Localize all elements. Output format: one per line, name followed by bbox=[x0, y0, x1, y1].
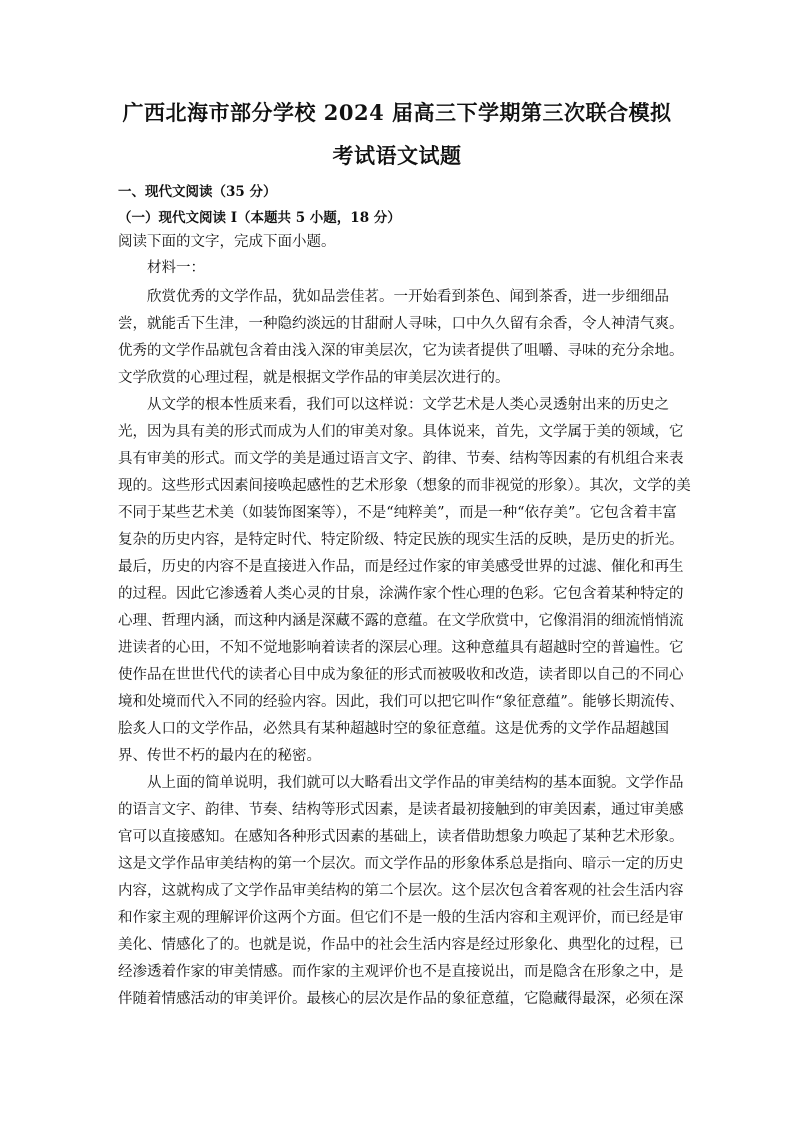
paragraph-line: 的过程。因此它渗透着人类心灵的甘泉，涂满作家个性心理的色彩。它包含着某种特定的 bbox=[118, 586, 684, 602]
paragraph-line: 从上面的简单说明，我们就可以大略看出文学作品的审美结构的基本面貌。文学作品 bbox=[147, 775, 684, 791]
paragraph-line: 从文学的根本性质来看，我们可以这样说：文学艺术是人类心灵透射出来的历史之 bbox=[147, 397, 669, 413]
paragraph-line: 境和处境而代入不同的经验内容。因此，我们可以把它叫作“象征意蕴”。能够长期流传、 bbox=[118, 694, 684, 710]
paragraph-line: 尝，就能舌下生津，一种隐约淡远的甘甜耐人寻味，口中久久留有余香，令人神清气爽。 bbox=[118, 316, 684, 332]
paragraph-line: 美化、情感化了的。也就是说，作品中的社会生活内容是经过形象化、典型化的过程，已 bbox=[118, 937, 684, 953]
paragraph-line: 最后，历史的内容不是直接进入作品，而是经过作家的审美感受世界的过滤、催化和再生 bbox=[118, 559, 684, 575]
paragraph-line: 界、传世不朽的最内在的秘密。 bbox=[118, 748, 321, 764]
paragraph-line: 内容，这就构成了文学作品审美结构的第二个层次。这个层次包含着客观的社会生活内容 bbox=[118, 883, 684, 899]
subsection-heading: （一）现代文阅读 I（本题共 5 小题，18 分） bbox=[118, 210, 401, 226]
material-label: 材料一： bbox=[147, 260, 205, 276]
instruction-text: 阅读下面的文字，完成下面小题。 bbox=[118, 234, 336, 250]
paragraph-line: 伴随着情感活动的审美评价。最核心的层次是作品的象征意蕴，它隐藏得最深，必须在深 bbox=[118, 991, 684, 1007]
paragraph-line: 官可以直接感知。在感知各种形式因素的基础上，读者借助想象力唤起了某种艺术形象。 bbox=[118, 829, 684, 845]
paragraph-line: 复杂的历史内容，是特定时代、特定阶级、特定民族的现实生活的反映，是历史的折光。 bbox=[118, 532, 684, 548]
section-heading: 一、现代文阅读（35 分） bbox=[118, 184, 277, 200]
paragraph-line: 和作家主观的理解评价这两个方面。但它们不是一般的生活内容和主观评价，而已经是审 bbox=[118, 910, 684, 926]
document-title-line-2: 考试语文试题 bbox=[332, 143, 462, 168]
paragraph-line: 光，因为具有美的形式而成为人们的审美对象。具体说来，首先，文学属于美的领域，它 bbox=[118, 424, 684, 440]
paragraph-line: 优秀的文学作品就包含着由浅入深的审美层次，它为读者提供了咀嚼、寻味的充分余地。 bbox=[118, 343, 684, 359]
paragraph-line: 这是文学作品审美结构的第一个层次。而文学作品的形象体系总是指向、暗示一定的历史 bbox=[118, 856, 684, 872]
paragraph-line: 具有审美的形式。而文学的美是通过语言文字、韵律、节奏、结构等因素的有机组合来表 bbox=[118, 451, 684, 467]
paragraph-line: 脍炙人口的文学作品，必然具有某种超越时空的象征意蕴。这是优秀的文学作品超越国 bbox=[118, 721, 669, 737]
paragraph-line: 现的。这些形式因素间接唤起感性的艺术形象（想象的而非视觉的形象）。其次，文学的美 bbox=[118, 478, 691, 494]
paragraph-line: 进读者的心田，不知不觉地影响着读者的深层心理。这种意蕴具有超越时空的普遍性。它 bbox=[118, 640, 684, 656]
paragraph-line: 文学欣赏的心理过程，就是根据文学作品的审美层次进行的。 bbox=[118, 370, 510, 386]
paragraph-line: 不同于某些艺术美（如装饰图案等），不是“纯粹美”，而是一种“依存美”。它包含着丰富 bbox=[118, 505, 677, 521]
paragraph-line: 的语言文字、韵律、节奏、结构等形式因素，是读者最初接触到的审美因素，通过审美感 bbox=[118, 802, 684, 818]
document-title-line-1: 广西北海市部分学校 2024 届高三下学期第三次联合模拟 bbox=[122, 100, 672, 125]
paragraph-line: 欣赏优秀的文学作品，犹如品尝佳茗。一开始看到茶色、闻到茶香，进一步细细品 bbox=[147, 289, 669, 305]
paragraph-line: 使作品在世世代代的读者心目中成为象征的形式而被吸收和改造，读者即以自己的不同心 bbox=[118, 667, 684, 683]
paragraph-line: 经渗透着作家的审美情感。而作家的主观评价也不是直接说出，而是隐含在形象之中，是 bbox=[118, 964, 684, 980]
paragraph-line: 心理、哲理内涵，而这种内涵是深藏不露的意蕴。在文学欣赏中，它像涓涓的细流悄悄流 bbox=[118, 613, 684, 629]
